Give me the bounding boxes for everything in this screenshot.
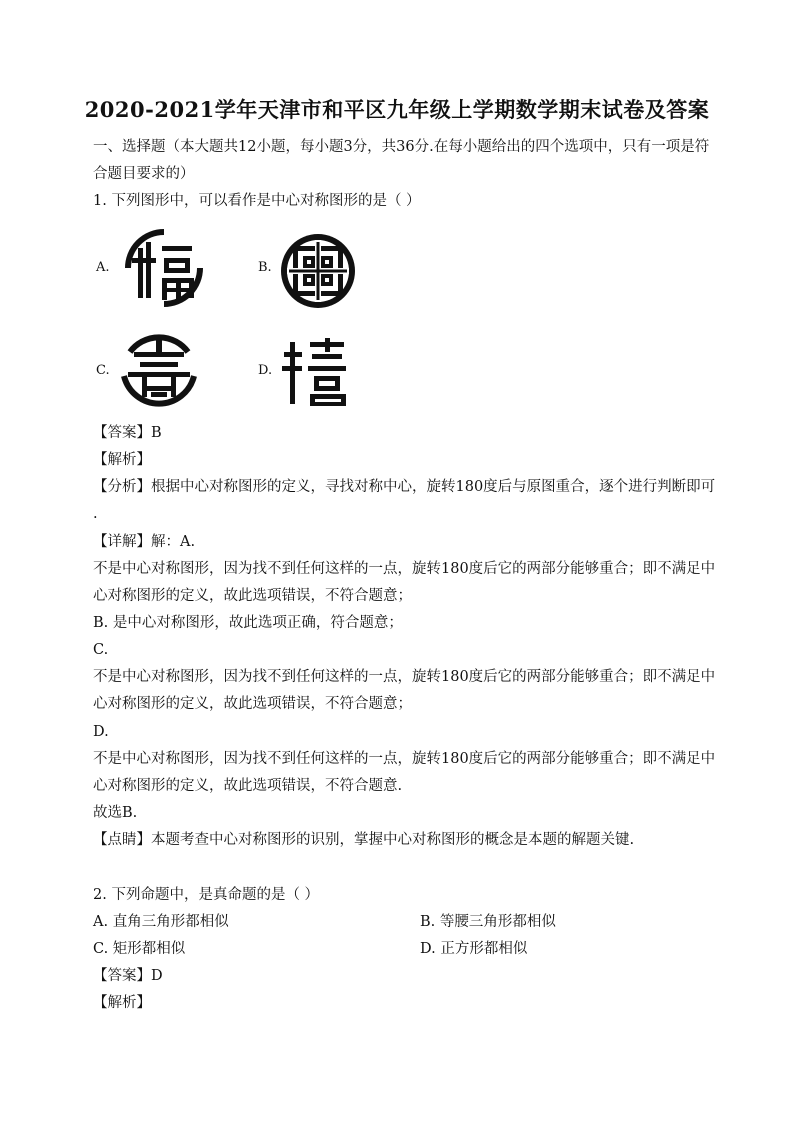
- option-b-label: B.: [258, 260, 272, 275]
- question-1-a-line-1: 不是中心对称图形，因为找不到任何这样的一点，旋转180度后它的两部分能够重合；即不满足中: [93, 561, 716, 577]
- question-1-choose: 故选B.: [93, 805, 138, 821]
- option-d-seal-icon: [280, 336, 350, 408]
- question-1-fenxi-line-2: .: [93, 506, 98, 522]
- question-1-d-line-1: 不是中心对称图形，因为找不到任何这样的一点，旋转180度后它的两部分能够重合；即不满足中: [93, 751, 716, 767]
- option-d-label: D.: [258, 363, 273, 378]
- question-1-a-line-2: 心对称图形的定义，故此选项错误，不符合题意；: [93, 588, 412, 604]
- question-1-answer: 【答案】B: [93, 425, 162, 441]
- option-b-seal-icon: [279, 232, 357, 310]
- document-title: 2020-2021学年天津市和平区九年级上学期数学期末试卷及答案: [84, 97, 710, 122]
- question-1-d-line-2: 心对称图形的定义，故此选项错误，不符合题意.: [93, 778, 403, 794]
- question-2-analysis-tag: 【解析】: [93, 995, 151, 1011]
- question-1-fenxi-line-1: 【分析】根据中心对称图形的定义，寻找对称中心，旋转180度后与原图重合，逐个进行判断即可: [93, 479, 716, 495]
- question-1-d-head: D.: [93, 724, 109, 740]
- question-2-option-a: A. 直角三角形都相似: [93, 914, 229, 930]
- question-2-option-d: D. 正方形都相似: [420, 941, 528, 957]
- question-2-stem: 2. 下列命题中，是真命题的是（ ）: [93, 887, 320, 903]
- section-heading-line-2: 合题目要求的）: [93, 166, 195, 182]
- question-2-answer: 【答案】D: [93, 968, 163, 984]
- option-a-label: A.: [96, 260, 110, 275]
- question-2-option-b: B. 等腰三角形都相似: [420, 914, 556, 930]
- option-c-seal-icon: [118, 330, 200, 412]
- question-1-comment: 【点睛】本题考查中心对称图形的识别，掌握中心对称图形的概念是本题的解题关键.: [93, 832, 635, 848]
- option-a-seal-icon: [124, 228, 204, 308]
- question-1-c-line-2: 心对称图形的定义，故此选项错误，不符合题意；: [93, 696, 412, 712]
- question-1-b-line: B. 是中心对称图形，故此选项正确，符合题意；: [93, 615, 403, 631]
- question-1-c-line-1: 不是中心对称图形，因为找不到任何这样的一点，旋转180度后它的两部分能够重合；即不满足中: [93, 669, 716, 685]
- question-1-detail-head: 【详解】解：A.: [93, 534, 196, 550]
- question-1-stem: 1. 下列图形中，可以看作是中心对称图形的是（ ）: [93, 193, 421, 209]
- section-heading-line-1: 一、选择题（本大题共12小题，每小题3分，共36分.在每小题给出的四个选项中，只有一项是符: [93, 139, 710, 155]
- question-2-option-c: C. 矩形都相似: [93, 941, 186, 957]
- question-1-analysis-tag: 【解析】: [93, 452, 151, 468]
- question-1-c-head: C.: [93, 642, 109, 658]
- option-c-label: C.: [96, 363, 110, 378]
